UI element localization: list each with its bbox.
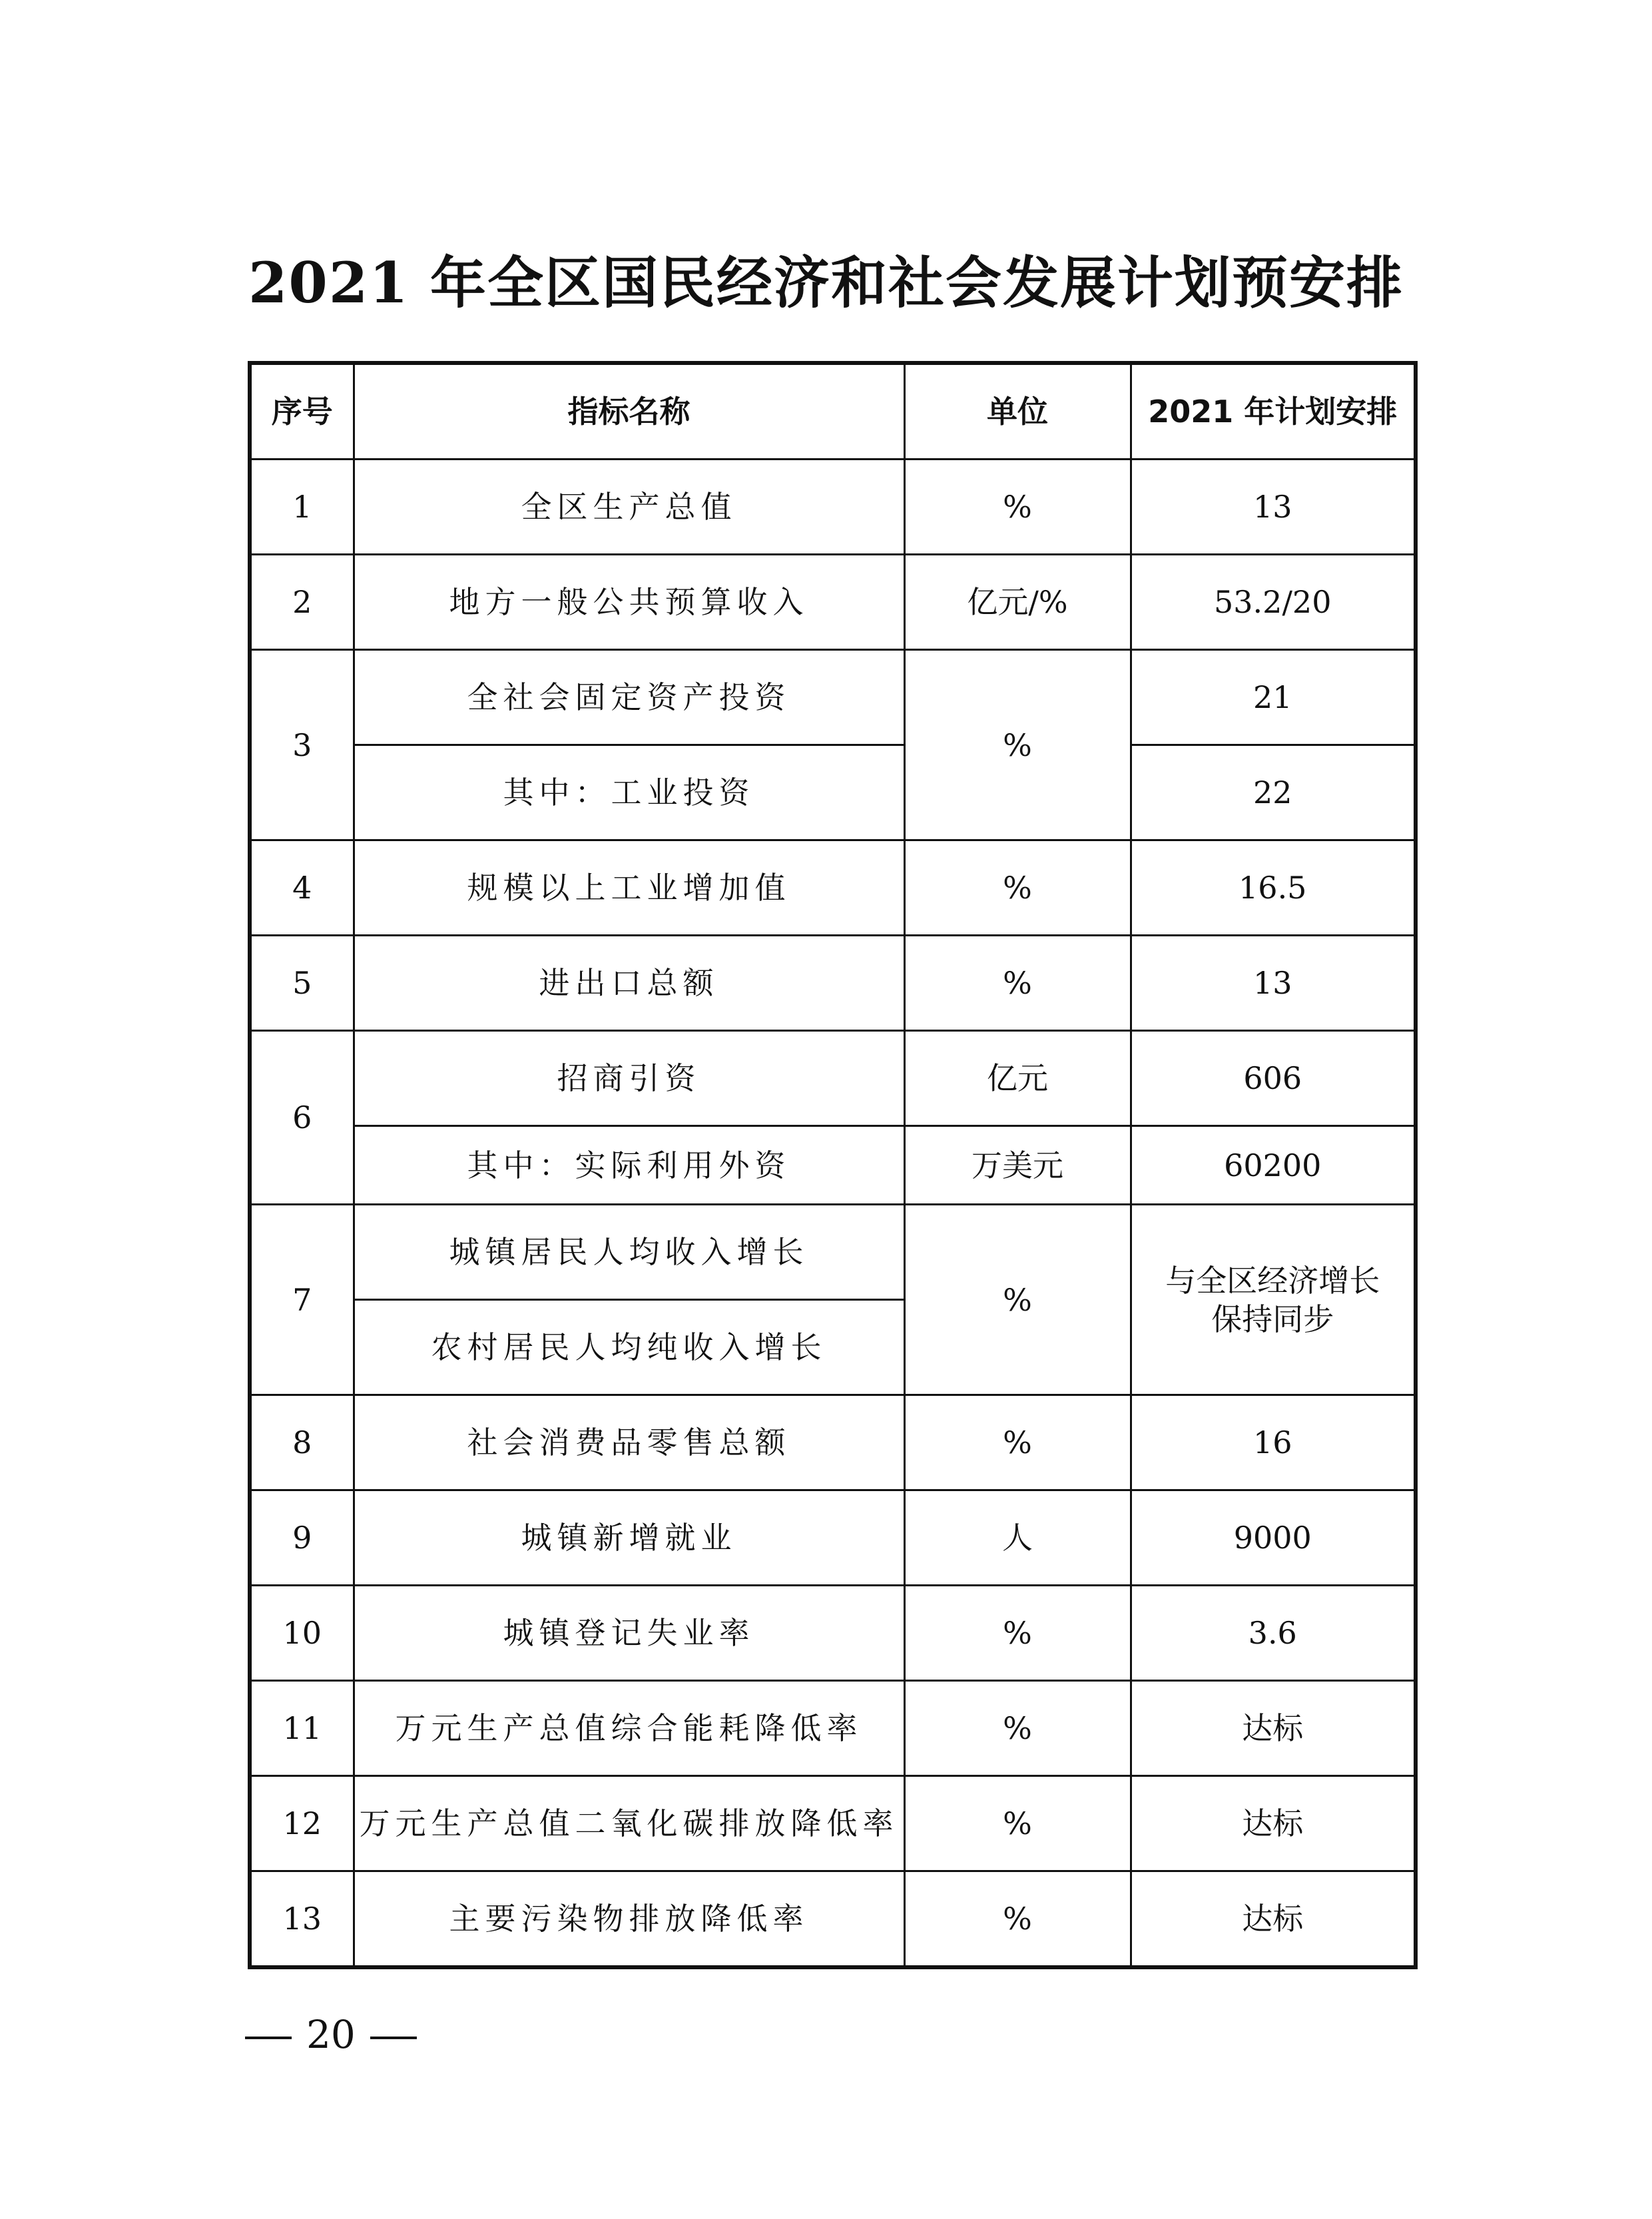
row-plan: 53.2/20 xyxy=(1131,555,1416,650)
header-plan: 2021 年计划安排 xyxy=(1131,363,1416,460)
table-row xyxy=(250,1586,1416,1681)
table-row xyxy=(250,1681,1416,1776)
row-index: 2 xyxy=(250,555,354,650)
row-name: 规模以上工业增加值 xyxy=(354,840,904,936)
row-unit: % xyxy=(904,1205,1131,1395)
footer-dash-right xyxy=(370,2037,417,2039)
row-unit: 人 xyxy=(904,1490,1131,1586)
table-row xyxy=(250,1776,1416,1871)
row-index: 4 xyxy=(250,840,354,936)
table-subrow xyxy=(250,1126,1416,1205)
row-unit: % xyxy=(904,1776,1131,1871)
table-row xyxy=(250,1205,1416,1300)
row-sub-name: 其中：工业投资 xyxy=(354,745,904,840)
row-plan: 达标 xyxy=(1131,1871,1416,1968)
footer-dash-left xyxy=(245,2037,292,2039)
row-sub-plan: 60200 xyxy=(1131,1126,1416,1205)
row-index: 7 xyxy=(250,1205,354,1395)
table-row xyxy=(250,1871,1416,1968)
row-unit: % xyxy=(904,650,1131,840)
row-plan: 达标 xyxy=(1131,1776,1416,1871)
row-index: 6 xyxy=(250,1031,354,1205)
row-plan: 16.5 xyxy=(1131,840,1416,936)
header-index: 序号 xyxy=(250,363,354,460)
row-sub-name: 农村居民人均纯收入增长 xyxy=(354,1300,904,1395)
header-unit: 单位 xyxy=(904,363,1131,460)
row-name: 全社会固定资产投资 xyxy=(354,650,904,745)
plan-table xyxy=(248,361,1418,1969)
table-row xyxy=(250,1031,1416,1126)
table-row xyxy=(250,1395,1416,1490)
row-plan: 13 xyxy=(1131,460,1416,555)
row-unit: % xyxy=(904,840,1131,936)
row-name: 城镇新增就业 xyxy=(354,1490,904,1586)
row-index: 13 xyxy=(250,1871,354,1968)
row-index: 12 xyxy=(250,1776,354,1871)
row-name: 招商引资 xyxy=(354,1031,904,1126)
row-plan: 21 xyxy=(1131,650,1416,745)
row-index: 10 xyxy=(250,1586,354,1681)
row-unit: % xyxy=(904,460,1131,555)
page-footer xyxy=(245,2005,417,2064)
row-plan: 16 xyxy=(1131,1395,1416,1490)
table-subrow xyxy=(250,745,1416,840)
table-row xyxy=(250,840,1416,936)
table-header-row xyxy=(250,363,1416,460)
row-unit: % xyxy=(904,1395,1131,1490)
row-name: 城镇登记失业率 xyxy=(354,1586,904,1681)
row-name: 万元生产总值二氧化碳排放降低率 xyxy=(354,1776,904,1871)
row-name: 地方一般公共预算收入 xyxy=(354,555,904,650)
row-name: 进出口总额 xyxy=(354,936,904,1031)
page-number: 20 xyxy=(306,2012,356,2057)
row-sub-plan: 22 xyxy=(1131,745,1416,840)
header-name: 指标名称 xyxy=(354,363,904,460)
row-index: 9 xyxy=(250,1490,354,1586)
row-name: 社会消费品零售总额 xyxy=(354,1395,904,1490)
row-unit: 亿元/% xyxy=(904,555,1131,650)
row-unit: % xyxy=(904,1681,1131,1776)
row-index: 1 xyxy=(250,460,354,555)
row-plan: 9000 xyxy=(1131,1490,1416,1586)
row-name: 主要污染物排放降低率 xyxy=(354,1871,904,1968)
table-row xyxy=(250,555,1416,650)
row-unit: 亿元 xyxy=(904,1031,1131,1126)
row-plan: 达标 xyxy=(1131,1681,1416,1776)
row-unit: % xyxy=(904,1871,1131,1968)
row-index: 5 xyxy=(250,936,354,1031)
table-row xyxy=(250,650,1416,745)
row-name: 万元生产总值综合能耗降低率 xyxy=(354,1681,904,1776)
table-row xyxy=(250,936,1416,1031)
row-index: 3 xyxy=(250,650,354,840)
document-title: 2021 年全区国民经济和社会发展计划预安排 xyxy=(248,250,1404,316)
row-name: 全区生产总值 xyxy=(354,460,904,555)
table-row xyxy=(250,1490,1416,1586)
row-unit: % xyxy=(904,1586,1131,1681)
row-plan: 与全区经济增长 保持同步 xyxy=(1131,1205,1416,1395)
row-index: 11 xyxy=(250,1681,354,1776)
row-name: 城镇居民人均收入增长 xyxy=(354,1205,904,1300)
row-plan: 13 xyxy=(1131,936,1416,1031)
row-sub-unit: 万美元 xyxy=(904,1126,1131,1205)
row-plan: 3.6 xyxy=(1131,1586,1416,1681)
table-row xyxy=(250,460,1416,555)
row-plan: 606 xyxy=(1131,1031,1416,1126)
row-sub-name: 其中：实际利用外资 xyxy=(354,1126,904,1205)
row-index: 8 xyxy=(250,1395,354,1490)
row-unit: % xyxy=(904,936,1131,1031)
